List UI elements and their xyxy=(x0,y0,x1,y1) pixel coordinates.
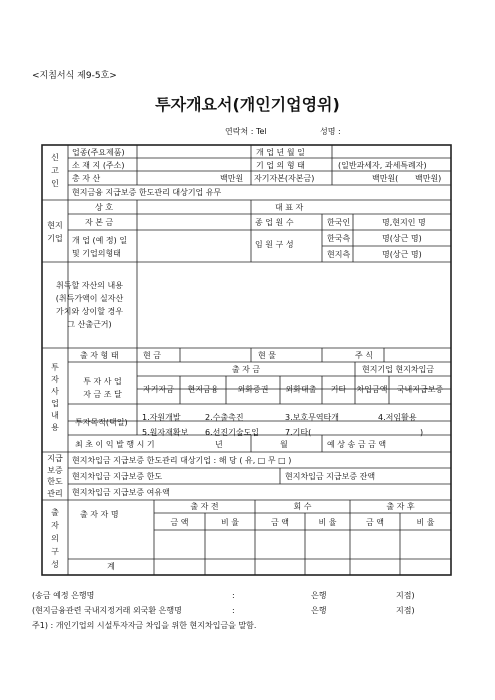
remittance-label: 예 상 송 금 금 액 xyxy=(327,440,387,449)
employees-label: 종 업 원 수 xyxy=(255,218,294,227)
fx-branch-unit: 지점) xyxy=(396,606,415,615)
borrowings-label: 차입금액 xyxy=(356,385,388,394)
local-loan-label: 현지기업 현지차입금 xyxy=(362,365,435,374)
contact-name-label: 성명 : xyxy=(320,127,341,136)
amount-label-1: 금 액 xyxy=(170,518,189,527)
month-label: 월 xyxy=(280,440,288,449)
year-label: 년 xyxy=(215,440,223,449)
footer-note: 주1) : 개인기업의 시설투자자금 차입을 위한 현지차입금을 말함. xyxy=(32,621,257,630)
guarantee-balance-label: 현지차입금 지급보증 잔액 xyxy=(285,472,376,481)
fx-bank-colon: : xyxy=(232,606,235,615)
composition-section: 출 자 의 구 성 xyxy=(51,508,59,569)
fx-securities-label: 외화증권 xyxy=(237,385,269,394)
representative-label: 대 표 자 xyxy=(275,203,304,212)
address-label: 소 재 지 (주소) xyxy=(72,161,125,170)
guarantee-target-row: 현지차입금 지급보증 한도관리 대상기업 : 해 당 ( 유, □ 무 □ ) xyxy=(72,456,292,465)
other-label: 기타 xyxy=(330,385,347,394)
fx-loan-label: 외화대출 xyxy=(285,385,317,394)
amount-label-3: 금 액 xyxy=(366,518,384,527)
local-company-section: 현지 기업 xyxy=(47,221,63,243)
korean-side-value: 명(상근 명) xyxy=(382,234,422,243)
funding-label: 투 자 사 업 자 금 조 달 xyxy=(83,377,122,399)
ratio-label-3: 비 율 xyxy=(416,518,435,527)
investment-type-label: 출 자 형 태 xyxy=(80,351,119,360)
guarantee-target: 현지금융 지급보증 한도관리 대상기업 유무 xyxy=(72,188,222,197)
investment-section: 투 자 사 업 내 용 xyxy=(51,363,59,432)
company-type-value: (일반과세자, 과세특례자) xyxy=(338,161,427,170)
purpose-4: 4.저임활용 xyxy=(378,413,417,422)
local-finance-label: 현지금융 xyxy=(187,385,219,394)
opening-date-label: 개 업 년 월 일 xyxy=(256,148,305,157)
first-payment-label: 최 초 이 익 발 행 시 기 xyxy=(75,440,155,449)
unit-million-2: 백만원( xyxy=(372,174,399,183)
contact-tel-label: 연락처 : Tel xyxy=(225,127,267,136)
own-funds-label: 자기자금 xyxy=(143,385,174,394)
purpose-7-close: ) xyxy=(420,428,424,437)
recovery-label: 회 수 xyxy=(293,502,312,511)
guarantee-limit-label: 현지차입금 지급보증 한도 xyxy=(72,472,163,481)
purpose-6: 6.선진기술도입 xyxy=(205,428,260,437)
stock-label: 주 식 xyxy=(355,351,373,360)
employees-value: 명,현지인 명 xyxy=(382,218,426,227)
fx-bank-unit: 은행 xyxy=(311,606,327,615)
purpose-1: 1.자원개발 xyxy=(142,413,181,422)
purpose-3: 3.보호무역타개 xyxy=(285,413,340,422)
ratio-label-2: 비 율 xyxy=(318,518,337,527)
korean-label: 한국인 xyxy=(327,218,351,227)
applicant-section: 신 고 인 xyxy=(51,153,59,188)
after-label: 출 자 후 xyxy=(386,502,415,511)
company-name-label: 상 호 xyxy=(95,203,113,212)
contribution-label: 출 자 금 xyxy=(231,365,261,374)
before-label: 출 자 전 xyxy=(190,502,219,511)
purpose-label: 투자목적(택일) xyxy=(75,418,128,427)
asset-note: 취득할 자산의 내용 (취득가액이 실자산 가치와 상이할 경우 그 산출근거) xyxy=(55,281,124,329)
branch-unit: 지점) xyxy=(396,591,415,600)
opening-form-label: 개 업 (예 정) 일 및 기업의형태 xyxy=(72,236,128,258)
fx-bank-label: (현지금융관련 국내지정거래 외국환 은행명 xyxy=(32,606,182,615)
form-number: <지침서식 제9-5호> xyxy=(32,71,117,81)
bank-label: (송금 예정 은행명 xyxy=(32,591,95,600)
purpose-5: 5.원자재확보 xyxy=(142,428,189,437)
kind-label: 현 물 xyxy=(258,351,276,360)
company-type-label: 기 업 의 형 태 xyxy=(256,161,305,170)
local-side-value: 명(상근 명) xyxy=(382,250,422,259)
local-capital-label: 자 본 금 xyxy=(85,218,114,227)
ratio-label-1: 비 율 xyxy=(221,518,239,527)
local-side-label: 현지측 xyxy=(327,250,351,259)
unit-million: 백만원 xyxy=(220,174,244,183)
executives-label: 임 원 구 성 xyxy=(255,240,294,249)
unit-million-3: 백만원) xyxy=(415,174,442,183)
total-label: 계 xyxy=(107,562,115,571)
amount-label-2: 금 액 xyxy=(271,518,289,527)
investor-label: 출 자 자 명 xyxy=(80,510,119,519)
bank-colon: : xyxy=(232,591,235,600)
capital-label: 자기자본(자본금) xyxy=(254,174,315,183)
business-type-label: 업종(주요제품) xyxy=(72,148,125,157)
total-assets-label: 총 자 산 xyxy=(72,174,101,183)
page-title: 투자개요서(개인기업영위) xyxy=(155,95,340,114)
guarantee-section: 지급 보증 한도 관리 xyxy=(47,454,63,498)
korean-side-label: 한국측 xyxy=(327,234,351,243)
domestic-guarantee-label: 국내지급보증 xyxy=(396,385,444,394)
bank-unit: 은행 xyxy=(311,591,327,600)
guarantee-available-label: 현지차입금 지급보증 여유액 xyxy=(72,488,170,497)
purpose-7: 7.기타( xyxy=(285,428,312,437)
cash-label: 현 금 xyxy=(143,351,161,360)
purpose-2: 2.수출촉진 xyxy=(205,413,244,422)
